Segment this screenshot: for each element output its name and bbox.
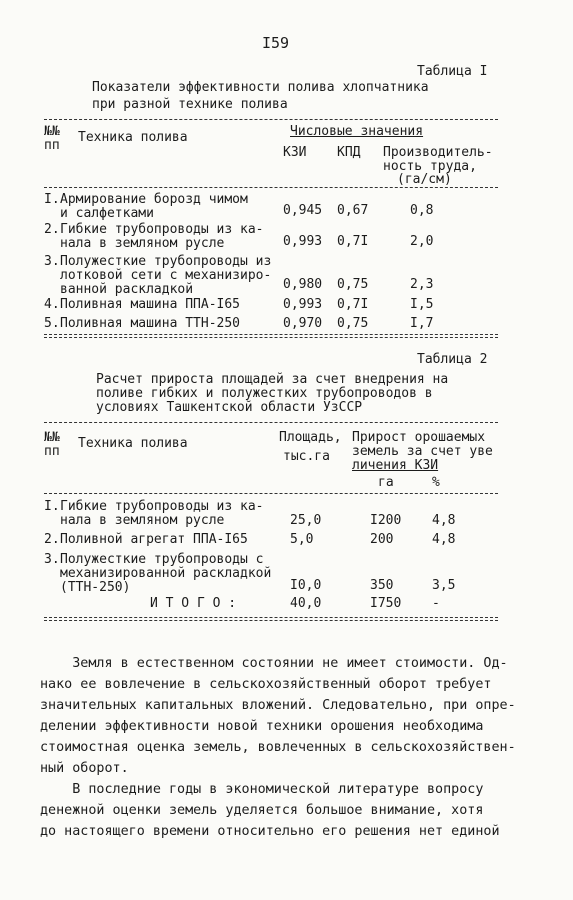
table1-header-rule [44,187,498,188]
table1-row-1-num: I. [44,192,60,207]
table1-row-3-prod: 2,3 [410,277,434,292]
table2-top-rule [44,422,498,423]
table2-header-rule [44,493,498,494]
table1-top-rule [44,119,498,120]
table2-pct-header: % [432,475,440,490]
table1-row-2-kpd: 0,7I [337,234,369,249]
table2-row-1-num: I. [44,499,60,514]
table1-row-2-line-1: Гибкие трубопроводы из ка- [60,222,264,237]
table1-row-2-ksi: 0,993 [283,234,323,249]
table1-label: Таблица I [417,64,488,79]
table2-row-3-pct: 3,5 [432,578,456,593]
body-line-9: до настоящего времени относительно его решения нет единой [40,824,500,839]
table2-row-3-line-3: (ТТН-250) [60,580,131,595]
table1-row-5-num: 5. [44,316,60,331]
table1-ksi-header: КЗИ [283,145,307,160]
table2-tech-header: Техника полива [78,436,188,451]
table1-row-3-ksi: 0,980 [283,277,323,292]
table1-prod-header-2: ность труда, [383,159,477,174]
table1-row-2-num: 2. [44,222,60,237]
table1-title-line-2: при разной технике полива [92,97,288,112]
table1-title-line-1: Показатели эффективности полива хлопчатника [92,80,429,95]
body-line-5: стоимостная оценка земель, вовлеченных в сельскохозяйствен- [40,740,516,755]
table2-row-1-ha: I200 [370,513,402,528]
table1-row-2-line-2: нала в земляном русле [60,236,225,251]
table2-growth-header-3: личения КЗИ [352,458,439,473]
table2-title-line-2: поливе гибких и полужестких трубопроводов в [96,386,433,401]
table1-row-4-line-1: Поливная машина ППА-I65 [60,297,241,312]
table2-row-3-line-1: Полужесткие трубопроводы с [60,552,264,567]
page-number: I59 [262,34,290,52]
table1-row-1-line-2: и салфетками [60,206,154,221]
table2-row-2-area: 5,0 [290,532,314,547]
table1-row-5-kpd: 0,75 [337,316,369,331]
table2-ha-header: га [378,475,394,490]
table1-kpd-header: КПД [337,145,361,160]
table2-growth-header-2: земель за счет уве [352,444,493,459]
table1-row-4-ksi: 0,993 [283,297,323,312]
table1-row-1-prod: 0,8 [410,203,434,218]
table2-row-2-pct: 4,8 [432,532,456,547]
table2-row-2-ha: 200 [370,532,394,547]
table2-area-header-1: Площадь, [279,430,342,445]
table2-num-header-2: пп [44,444,60,459]
table1-row-3-line-1: Полужесткие трубопроводы из [60,254,272,269]
table1-bottom-rule-1 [44,334,498,335]
table2-label: Таблица 2 [417,352,488,367]
table1-tech-header: Техника полива [78,130,188,145]
table1-bottom-rule-2 [44,337,498,338]
body-line-6: ный оборот. [40,761,129,776]
table1-row-3-line-3: ванной раскладкой [60,282,194,297]
table2-total-ha: I750 [370,596,402,611]
table2-row-2-line-1: Поливной агрегат ППА-I65 [60,532,248,547]
table1-row-3-kpd: 0,75 [337,277,369,292]
table1-group-header: Числовые значения [290,124,424,139]
table2-title-line-1: Расчет прироста площадей за счет внедрения на [96,372,449,387]
table2-title-line-3: условиях Ташкентской области УзССР [96,400,363,415]
table2-row-2-num: 2. [44,532,60,547]
body-line-2: нако ее вовлечение в сельскохозяйственный оборот требует [40,677,492,692]
table2-total-label: И Т О Г О : [150,596,237,611]
table2-num-header-1: №№ [44,430,60,445]
table2-growth-header-1: Прирост орошаемых [352,430,486,445]
table1-row-3-line-2: лотковой сети с механизиро- [60,268,272,283]
table2-row-1-pct: 4,8 [432,513,456,528]
table1-row-4-num: 4. [44,297,60,312]
table1-row-1-line-1: Армирование борозд чимом [60,192,248,207]
table2-row-3-area: I0,0 [290,578,322,593]
table2-area-header-2: тыс.га [283,449,330,464]
table2-row-1-area: 25,0 [290,513,322,528]
table1-row-1-kpd: 0,67 [337,203,369,218]
table2-row-3-line-2: механизированной раскладкой [60,566,272,581]
table1-num-header-2: пп [44,138,60,153]
table1-num-header-1: №№ [44,124,60,139]
table2-bottom-rule-2 [44,620,498,621]
table2-total-area: 40,0 [290,596,322,611]
table1-row-4-kpd: 0,7I [337,297,369,312]
body-line-4: делении эффективности новой техники орошения необходима [40,719,484,734]
body-line-3: значительных капитальных вложений. Следовательно, при опре- [40,698,516,713]
body-line-8: денежной оценки земель уделяется большое внимание, хотя [40,803,484,818]
body-line-1: Земля в естественном состоянии не имеет стоимости. Од- [40,656,508,671]
table1-row-5-prod: I,7 [410,316,434,331]
table2-row-3-ha: 350 [370,578,394,593]
table2-row-1-line-2: нала в земляном русле [60,513,225,528]
table2-total-pct: - [432,596,440,611]
table1-row-3-num: 3. [44,254,60,269]
table1-prod-header-3: (га/см) [397,172,452,187]
body-line-7: В последние годы в экономической литературе вопросу [40,782,484,797]
table1-row-4-prod: I,5 [410,297,434,312]
table1-row-5-line-1: Поливная машина ТТН-250 [60,316,241,331]
table2-row-3-num: 3. [44,552,60,567]
table1-row-5-ksi: 0,970 [283,316,323,331]
table1-row-1-ksi: 0,945 [283,203,323,218]
table1-row-2-prod: 2,0 [410,234,434,249]
table1-prod-header-1: Производитель- [383,145,493,160]
table2-bottom-rule-1 [44,617,498,618]
table2-row-1-line-1: Гибкие трубопроводы из ка- [60,499,264,514]
